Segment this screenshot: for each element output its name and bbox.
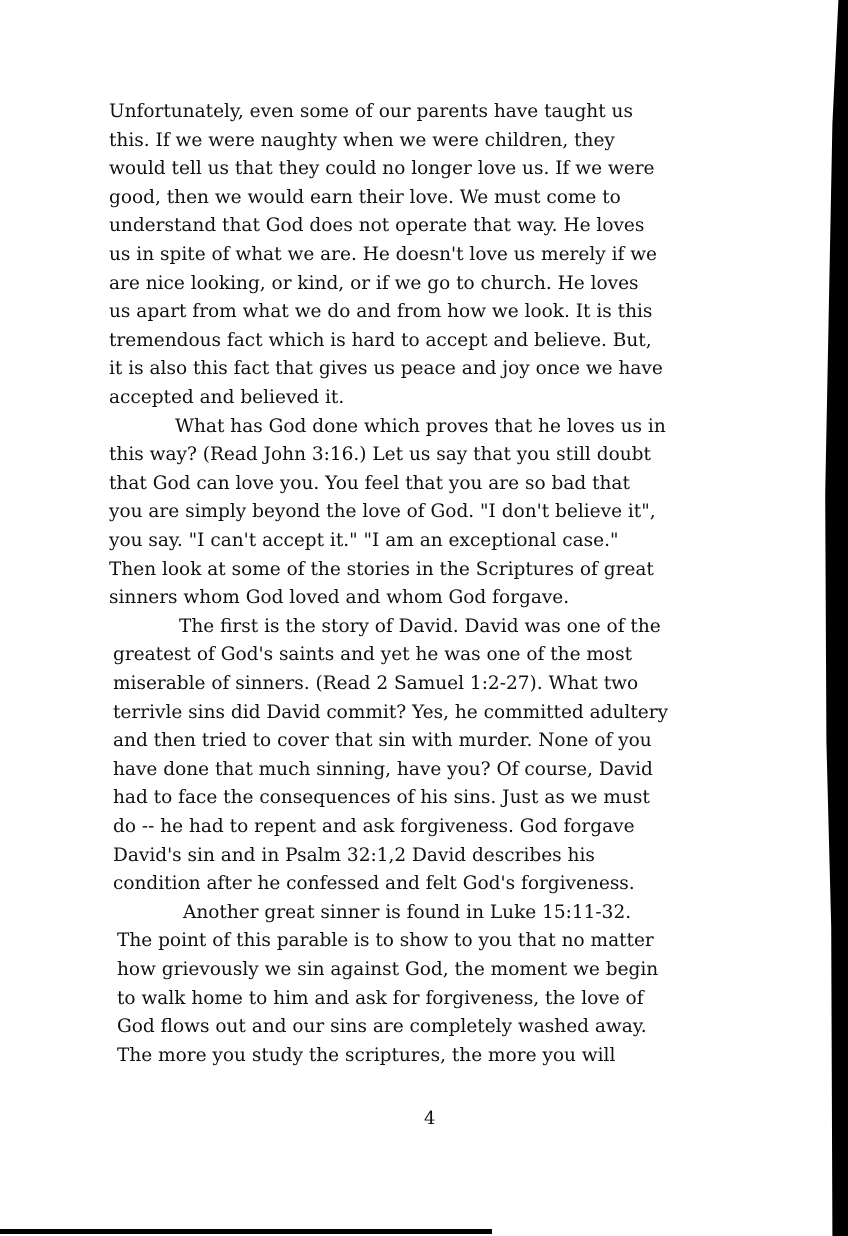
text-line: us apart from what we do and from how we look. It is this bbox=[109, 301, 653, 323]
text-line: David's sin and in Psalm 32:1,2 David describes his bbox=[113, 844, 595, 866]
text-line: are nice looking, or kind, or if we go to church. He loves bbox=[109, 272, 639, 294]
text-line: Then look at some of the stories in the Scriptures of great bbox=[109, 558, 654, 580]
text-line: and then tried to cover that sin with murder. None of you bbox=[113, 730, 652, 752]
text-line: it is also this fact that gives us peace and joy once we have bbox=[109, 358, 663, 380]
text-line: Unfortunately, even some of our parents have taught us bbox=[109, 101, 633, 122]
paragraph-first-line: The first is the story of David. David was one of the bbox=[179, 615, 661, 637]
text-line: how grievously we sin against God, the moment we begin bbox=[117, 959, 659, 980]
text-line: this. If we were naughty when we were children, they bbox=[109, 129, 615, 151]
text-line: miserable of sinners. (Read 2 Samuel 1:2-27). What two bbox=[113, 673, 639, 694]
scan-bottom-rule bbox=[0, 1229, 492, 1234]
text-line: The point of this parable is to show to you that no matter bbox=[117, 930, 654, 952]
text-line: you say. "I can't accept it." "I am an exceptional case." bbox=[109, 530, 619, 551]
scan-edge-shadow bbox=[824, 0, 848, 1236]
text-line: this way? (Read John 3:16.) Let us say that you still doubt bbox=[109, 444, 651, 466]
text-line: do -- he had to repent and ask forgiveness. God forgave bbox=[113, 816, 635, 837]
text-line: greatest of God's saints and yet he was one of the most bbox=[113, 644, 633, 666]
text-line: tremendous fact which is hard to accept and believe. But, bbox=[109, 329, 652, 351]
text-line: that God can love you. You feel that you are so bad that bbox=[109, 472, 630, 494]
text-line: would tell us that they could no longer love us. If we were bbox=[109, 158, 655, 180]
text-line: good, then we would earn their love. We must come to bbox=[109, 186, 621, 208]
text-line: sinners whom God loved and whom God forgave. bbox=[109, 587, 570, 609]
paragraph-first-line: What has God done which proves that he loves us in bbox=[175, 415, 666, 437]
text-line: you are simply beyond the love of God. "I don't believe it", bbox=[109, 501, 656, 523]
text-line: to walk home to him and ask for forgiveness, the love of bbox=[117, 987, 644, 1009]
text-line: The more you study the scriptures, the more you will bbox=[117, 1044, 616, 1066]
text-line: accepted and believed it. bbox=[109, 387, 345, 408]
page-number: 4 bbox=[424, 1108, 436, 1129]
text-line: understand that God does not operate that way. He loves bbox=[109, 215, 645, 237]
text-line: condition after he confessed and felt God's forgiveness. bbox=[113, 873, 635, 895]
text-line: had to face the consequences of his sins. Just as we must bbox=[113, 787, 650, 809]
text-line: terrivle sins did David commit? Yes, he committed adultery bbox=[113, 701, 669, 723]
paragraph-first-line: Another great sinner is found in Luke 15:11-32. bbox=[183, 901, 632, 923]
text-line: have done that much sinning, have you? Of course, David bbox=[113, 758, 653, 780]
text-line: God flows out and our sins are completely washed away. bbox=[117, 1016, 647, 1038]
text-line: us in spite of what we are. He doesn't love us merely if we bbox=[109, 244, 658, 265]
